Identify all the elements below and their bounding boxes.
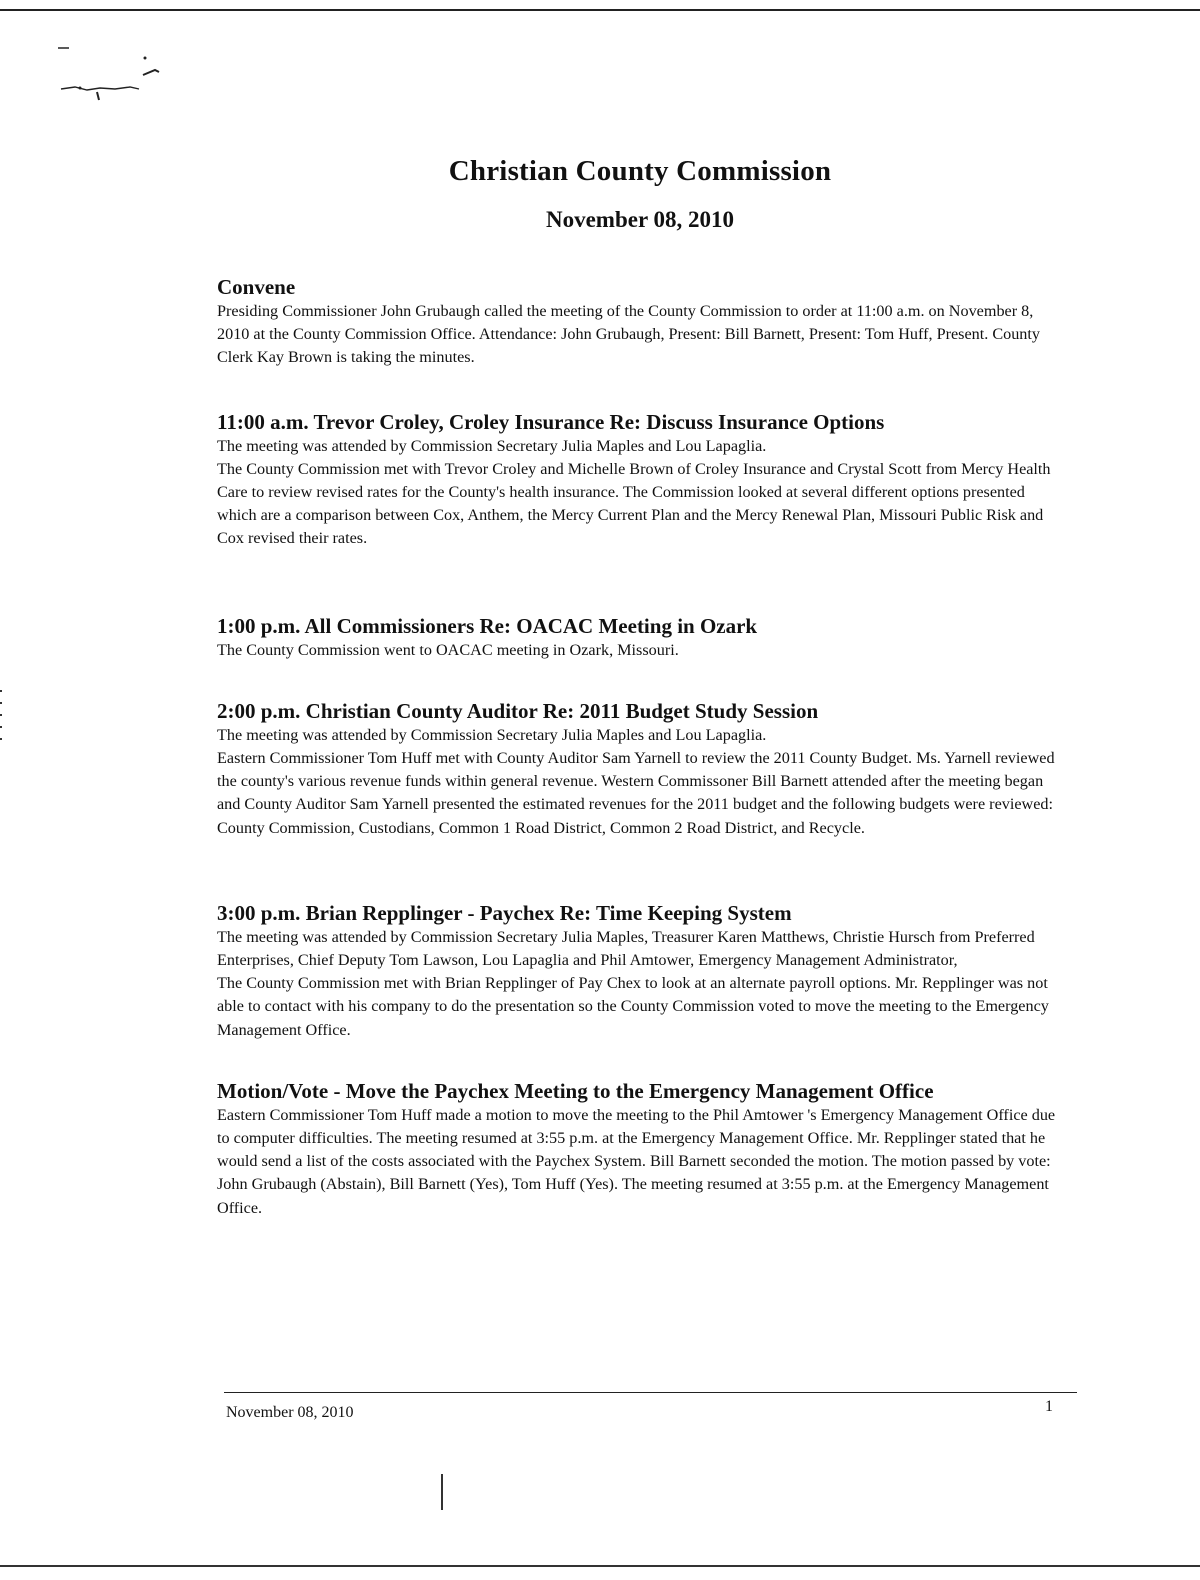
section-time-keeping (217, 900, 1062, 1042)
section-heading: 1:00 p.m. All Commissioners Re: OACAC Meeting in Ozark (217, 613, 758, 638)
scan-artifact-marks (55, 40, 175, 110)
section-paragraph: Presiding Commissioner John Grubaugh called the meeting of the County Commission to order at 11:00 a.m. on November 8, 2010 at the County Commission Office. Attendance: John Grubaugh, Present: Bill Barnett, Present: Tom Huff, Present. County Clerk Kay Brown is taking the minutes. (217, 302, 1040, 367)
section-budget-study (217, 698, 1062, 840)
scan-top-border (0, 9, 1200, 11)
document-title: Christian County Commission (448, 155, 832, 187)
scan-bottom-border (0, 1565, 1200, 1567)
section-paragraph: The meeting was attended by Commission Secretary Julia Maples and Lou Lapaglia. (217, 436, 767, 455)
section-paragraph: The meeting was attended by Commission Secretary Julia Maples, Treasurer Karen Matthews, Christie Hursch from Preferred Enterprises, Chief Deputy Tom Lawson, Lou Lapaglia and Phil Amtower, Emergency Management Administrator, (217, 927, 1035, 970)
document-date: November 08, 2010 (545, 207, 735, 232)
section-paragraph: Eastern Commissioner Tom Huff made a motion to move the meeting to the Phil Amtower 's Emergency Management Office due to computer difficulties. The meeting resumed at 3:55 p.m. at the Emergency Management Office. Mr. Repplinger stated that he would send a list of the costs associated with the Paychex System. Bill Barnett seconded the motion. The motion passed by vote: John Grubaugh (Abstain), Bill Barnett (Yes), Tom Huff (Yes). The meeting resumed at 3:55 p.m. at the Emergency Management Office. (217, 1105, 1056, 1217)
minutes-body (217, 274, 1062, 1220)
section-body (217, 926, 1062, 1042)
section-heading: Motion/Vote - Move the Paychex Meeting to the Emergency Management Office (217, 1078, 934, 1103)
section-body (217, 724, 1062, 840)
section-body (217, 435, 1062, 551)
section-heading: 2:00 p.m. Christian County Auditor Re: 2011 Budget Study Session (217, 698, 819, 723)
section-heading: 3:00 p.m. Brian Repplinger - Paychex Re: Time Keeping System (217, 900, 792, 925)
section-paragraph: The County Commission met with Brian Repplinger of Pay Chex to look at an alternate payroll options. Mr. Repplinger was not able to contact with his company to do the presentation so the County Commission voted to move the meeting to the Emergency Management Office. (217, 974, 1049, 1039)
section-body (217, 1104, 1062, 1220)
section-paragraph: Eastern Commissioner Tom Huff met with County Auditor Sam Yarnell to review the 2011 County Budget. Ms. Yarnell reviewed the county's various revenue funds within general revenue. Western Commissoner Bill Barnett attended after the meeting began and County Auditor Sam Yarnell presented the estimated revenues for the 2011 budget and the following budgets were reviewed: County Commission, Custodians, Common 1 Road District, Common 2 Road District, and Recycle. (217, 749, 1055, 837)
footer-rule (224, 1392, 1077, 1393)
section-body (217, 300, 1062, 370)
section-paragraph: The meeting was attended by Commission Secretary Julia Maples and Lou Lapaglia. (217, 725, 767, 744)
scan-stray-mark (441, 1474, 443, 1510)
section-paragraph: The County Commission went to OACAC meeting in Ozark, Missouri. (217, 640, 679, 659)
section-convene (217, 274, 1062, 370)
scan-edge-ticks (0, 690, 4, 760)
section-heading: 11:00 a.m. Trevor Croley, Croley Insurance Re: Discuss Insurance Options (217, 409, 885, 434)
section-oacac-meeting (217, 613, 1062, 662)
footer-date: November 08, 2010 (226, 1404, 354, 1421)
section-insurance-options (217, 409, 1062, 551)
section-paragraph: The County Commission met with Trevor Croley and Michelle Brown of Croley Insurance and Crystal Scott from Mercy Health Care to review revised rates for the County's health insurance. The Commission looked at several different options presented which are a comparison between Cox, Anthem, the Mercy Current Plan and the Mercy Renewal Plan, Missouri Public Risk and Cox revised their rates. (217, 459, 1051, 548)
section-motion-vote (217, 1078, 1062, 1220)
page-number: 1 (1045, 1398, 1053, 1415)
section-body (217, 639, 1062, 662)
section-heading: Convene (217, 275, 296, 299)
